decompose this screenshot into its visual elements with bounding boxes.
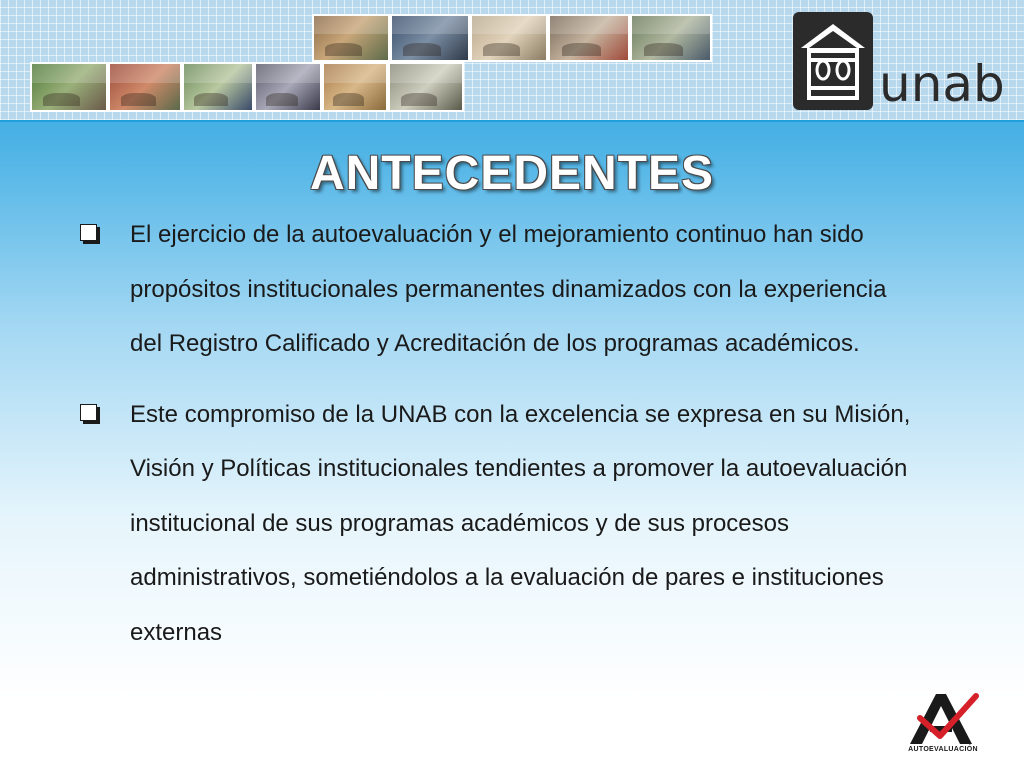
campus-photo: [108, 62, 182, 112]
classroom-photo: [630, 14, 712, 62]
campus-photo: [312, 14, 390, 62]
campus-photo: [30, 62, 108, 112]
checkmark-a-icon: [906, 690, 980, 746]
header-banner: [0, 0, 1024, 122]
classroom-photo: [254, 62, 322, 112]
bullet-list: [78, 208, 918, 660]
classroom-photo: [390, 14, 470, 62]
bullet-text: Este compromiso de la UNAB con la excelencia se expresa en su Misión, Visión y Políticas institucionales tendientes a promover la autoevaluación institucional de sus programas académicos y de sus procesos administrativos, sometiéndolos a la evaluación de pares e instituciones externas: [130, 400, 911, 646]
autoevaluacion-caption: AUTOEVALUACIÓN: [908, 746, 978, 753]
bullet-text: El ejercicio de la autoevaluación y el mejoramiento continuo han sido propósitos institucionales permanentes dinamizados con la experiencia del Registro Calificado y Acreditación de los programas académicos.: [130, 221, 887, 357]
bullet-item: [78, 208, 918, 372]
classroom-photo: [470, 14, 548, 62]
sports-photo: [322, 62, 388, 112]
logo-wordmark: unab: [879, 55, 1005, 113]
classroom-photo: [388, 62, 464, 112]
classroom-photo: [548, 14, 630, 62]
bullet-item: [78, 388, 918, 661]
checkbox-bullet-icon: [80, 224, 97, 241]
campus-photo: [182, 62, 254, 112]
slide-title: ANTECEDENTES: [309, 147, 715, 200]
house-icon: [793, 12, 879, 112]
autoevaluacion-logo: [906, 690, 980, 760]
checkbox-bullet-icon: [80, 404, 97, 421]
unab-logo: [793, 12, 1005, 113]
